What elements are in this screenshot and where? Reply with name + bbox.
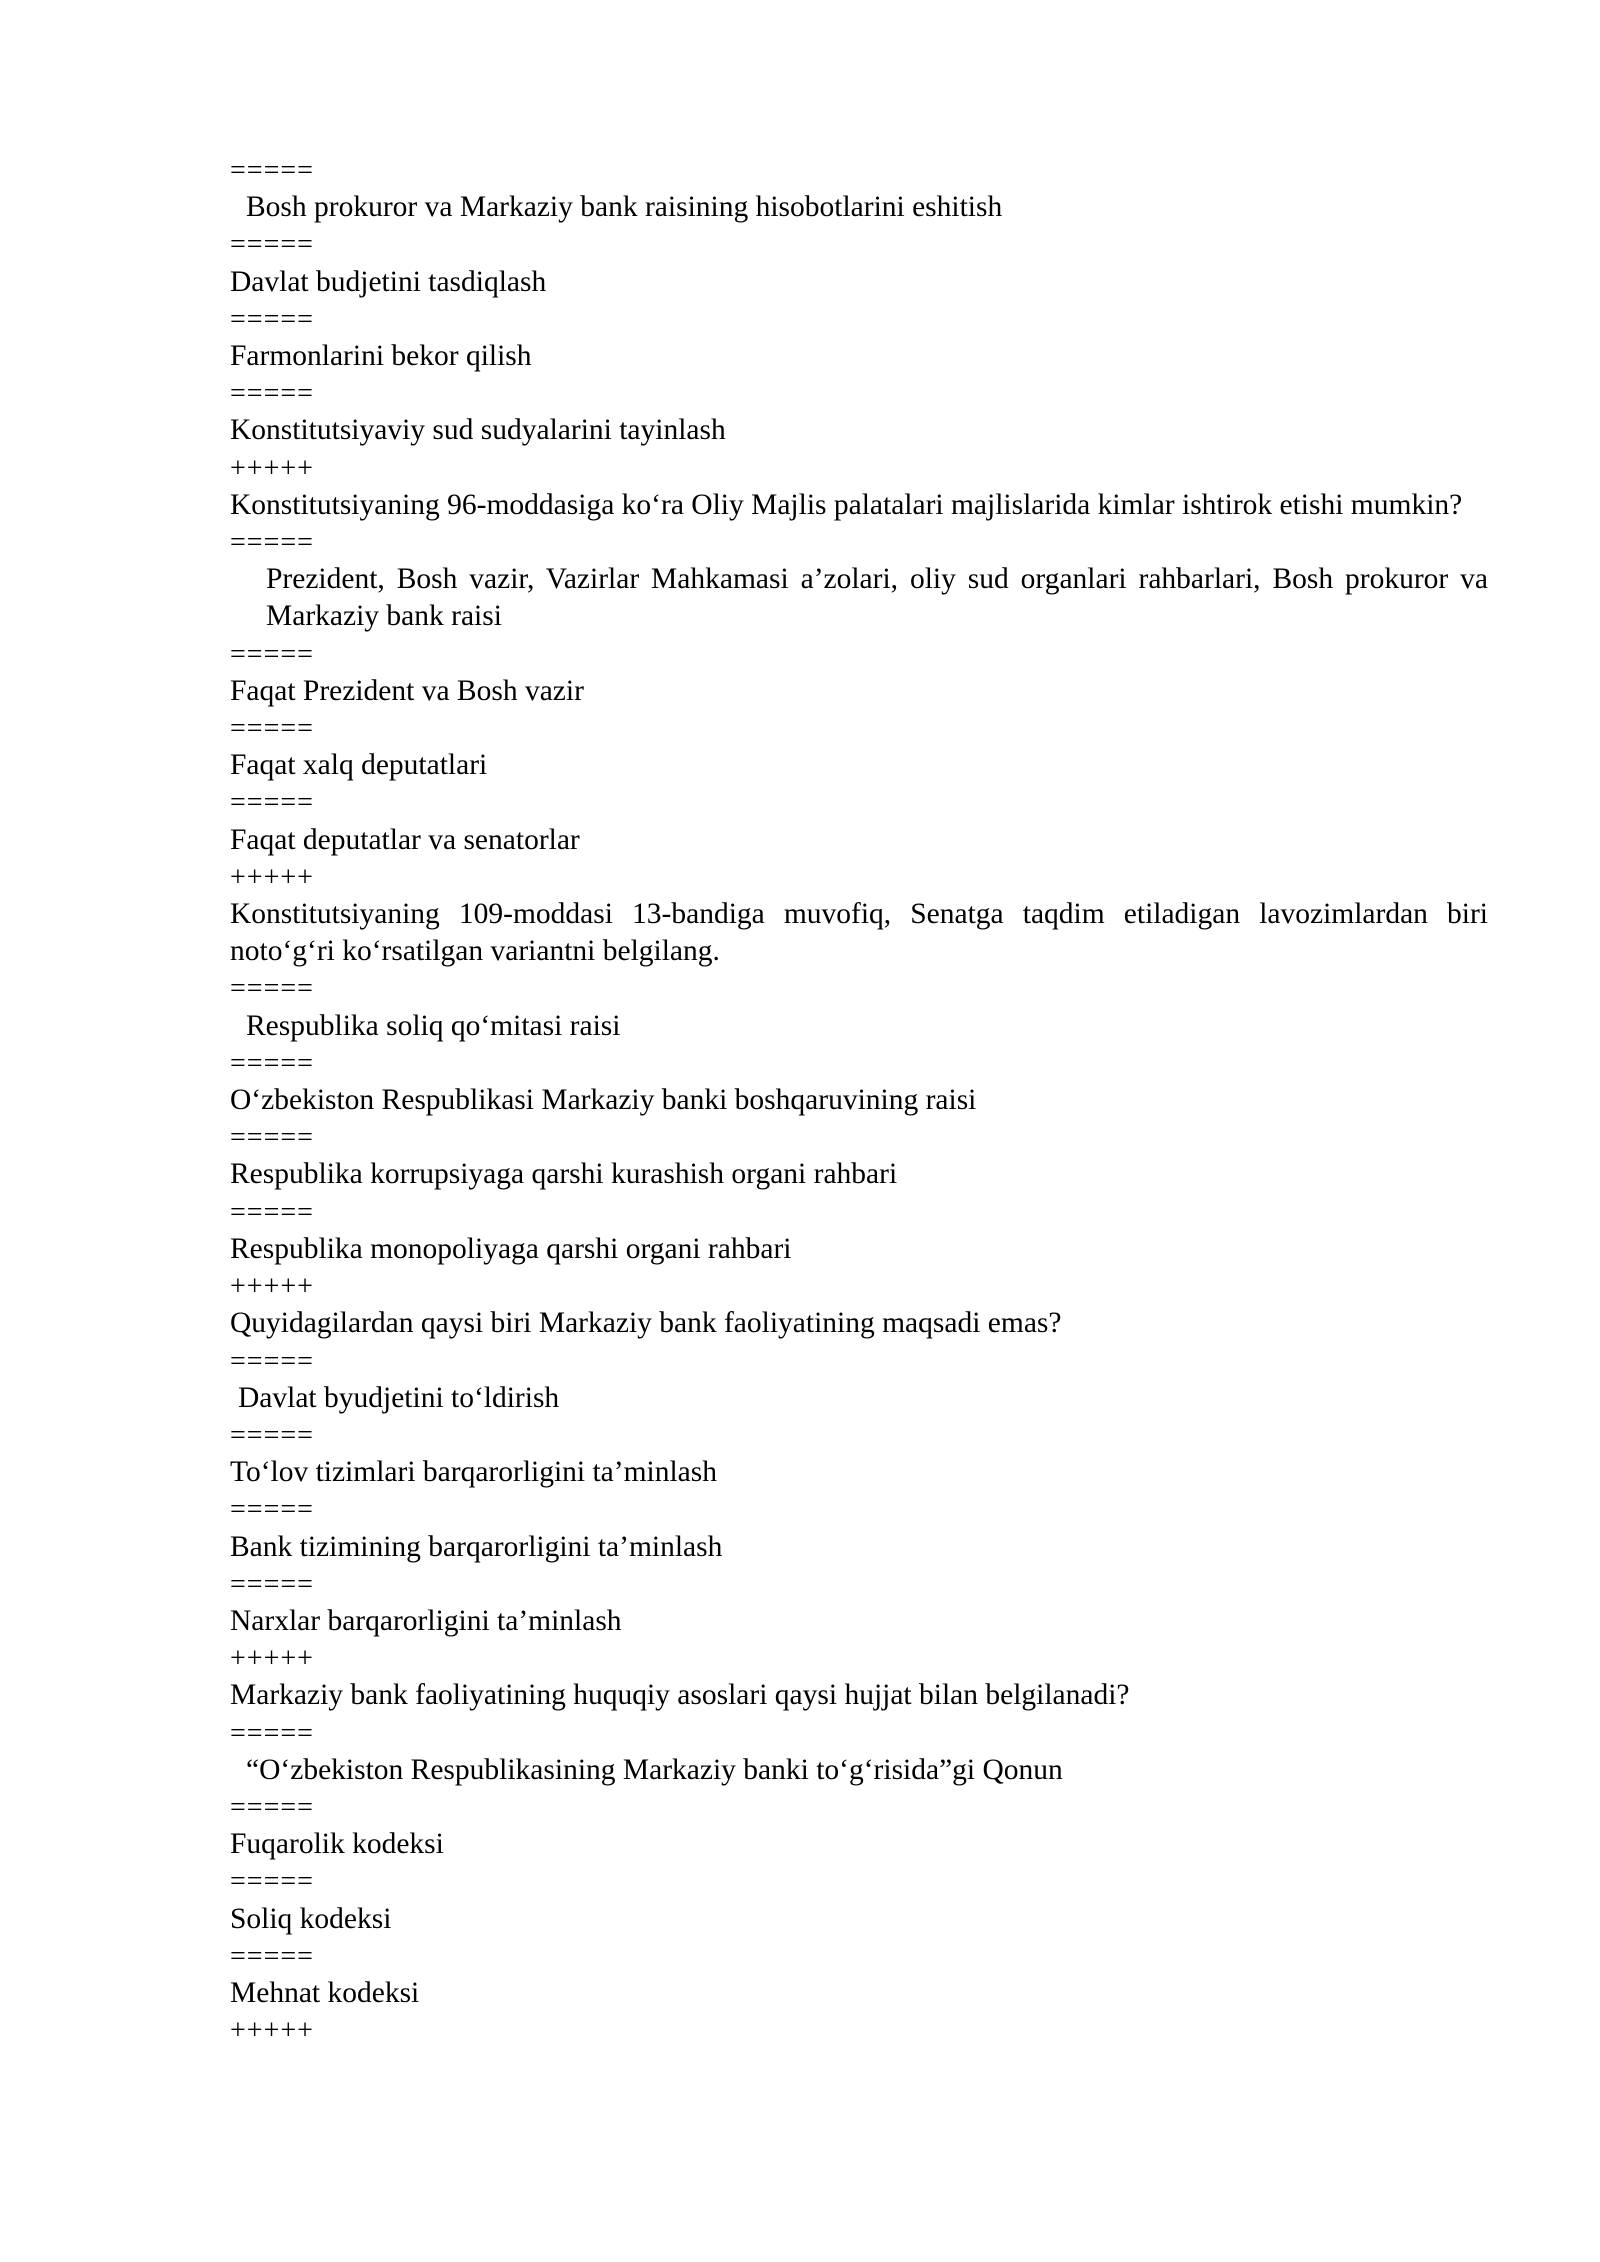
option-separator: =====: [230, 713, 314, 745]
option-separator: =====: [230, 303, 314, 335]
answer-option: Davlat byudjetini to‘ldirish: [238, 1381, 560, 1414]
option-separator: =====: [230, 1419, 314, 1451]
option-separator: =====: [230, 1345, 314, 1377]
question-separator: +++++: [230, 1643, 314, 1675]
question-separator: +++++: [230, 2015, 314, 2047]
option-separator: =====: [230, 527, 314, 559]
answer-option: Faqat Prezident va Bosh vazir: [230, 674, 584, 707]
answer-option: Fuqarolik kodeksi: [230, 1828, 444, 1861]
answer-option: Bank tizimining barqarorligini ta’minlash: [230, 1530, 723, 1563]
answer-option: “O‘zbekiston Respublikasining Markaziy banki to‘g‘risida”gi Qonun: [246, 1753, 1063, 1786]
question-separator: +++++: [230, 861, 314, 893]
option-separator: =====: [230, 1866, 314, 1898]
answer-option: To‘lov tizimlari barqarorligini ta’minlash: [230, 1456, 718, 1489]
option-separator: =====: [230, 1791, 314, 1823]
question-text: Prezident, Bosh vazir, Vazirlar Mahkamasi a’zolari, oliy sud organlari rahbarlari, Bosh prokuror va Markaziy bank raisi: [266, 563, 1496, 633]
answer-option: Narxlar barqarorligini ta’minlash: [230, 1604, 622, 1637]
answer-option: Farmonlarini bekor qilish: [230, 340, 532, 373]
question-text: Markaziy bank faoliyatining huquqiy asoslari qaysi hujjat bilan belgilanadi?: [230, 1679, 1130, 1712]
option-separator: =====: [230, 229, 314, 261]
answer-option: O‘zbekiston Respublikasi Markaziy banki boshqaruvining raisi: [230, 1084, 977, 1117]
option-separator: =====: [230, 1568, 314, 1600]
answer-option: Faqat xalq deputatlari: [230, 749, 488, 782]
option-separator: =====: [230, 155, 314, 186]
answer-option: Mehnat kodeksi: [230, 1976, 420, 2009]
option-separator: =====: [230, 1494, 314, 1526]
answer-option: Soliq kodeksi: [230, 1902, 392, 1935]
option-separator: =====: [230, 1717, 314, 1749]
question-separator: +++++: [230, 1271, 314, 1303]
answer-option: Davlat budjetini tasdiqlash: [230, 265, 547, 298]
option-separator: =====: [230, 1122, 314, 1154]
question-text: Quyidagilardan qaysi biri Markaziy bank faoliyatining maqsadi emas?: [230, 1307, 1062, 1340]
option-separator: =====: [230, 638, 314, 670]
answer-option: Bosh prokuror va Markaziy bank raisining hisobotlarini eshitish: [246, 191, 1003, 224]
question-separator: +++++: [230, 452, 314, 484]
document-page: [230, 152, 1496, 2049]
option-separator: =====: [230, 1940, 314, 1972]
option-separator: =====: [230, 787, 314, 819]
question-text: Konstitutsiyaning 96-moddasiga ko‘ra Oliy Majlis palatalari majlislarida kimlar ishtirok etishi mumkin?: [230, 488, 1463, 521]
answer-option: Respublika soliq qo‘mitasi raisi: [246, 1009, 621, 1042]
answer-option: Konstitutsiyaviy sud sudyalarini tayinlash: [230, 414, 726, 447]
question-text: Konstitutsiyaning 109-moddasi 13-bandiga muvofiq, Senatga taqdim etiladigan lavozimlardan biri noto‘g‘ri ko‘rsatilgan variantni belgilang.: [230, 898, 1496, 968]
answer-option: Respublika monopoliyaga qarshi organi rahbari: [230, 1232, 792, 1265]
answer-option: Respublika korrupsiyaga qarshi kurashish organi rahbari: [230, 1158, 898, 1191]
option-separator: =====: [230, 973, 314, 1005]
option-separator: =====: [230, 1196, 314, 1228]
option-separator: =====: [230, 378, 314, 410]
answer-option: Faqat deputatlar va senatorlar: [230, 823, 580, 856]
option-separator: =====: [230, 1047, 314, 1079]
